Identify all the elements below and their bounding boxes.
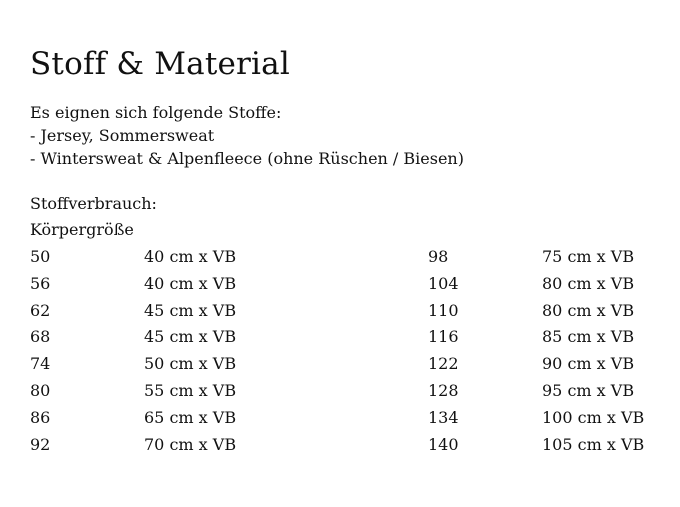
size-cell: 134 <box>428 407 459 427</box>
size-cell: 104 <box>428 273 459 293</box>
table-row <box>30 324 660 351</box>
fabric-amount-cell: 55 cm x VB <box>144 380 237 400</box>
fabric-amount-cell: 40 cm x VB <box>144 273 237 293</box>
size-cell: 140 <box>428 434 459 454</box>
fabric-usage-table <box>30 244 660 458</box>
fabric-amount-cell: 45 cm x VB <box>144 327 237 347</box>
fabric-amount-cell: 40 cm x VB <box>144 247 237 266</box>
table-row <box>30 432 660 459</box>
fabric-amount-cell: 80 cm x VB <box>542 273 635 293</box>
table-row <box>30 298 660 325</box>
spacer <box>30 170 660 192</box>
fabric-amount-cell: 85 cm x VB <box>542 327 635 347</box>
size-cell: 92 <box>30 434 51 454</box>
fabric-amount-cell: 50 cm x VB <box>144 354 237 374</box>
size-cell: 128 <box>428 380 459 400</box>
intro-line-2: - Jersey, Sommersweat <box>30 126 215 145</box>
body-size-label: Körpergröße <box>30 220 134 239</box>
table-row <box>30 405 660 432</box>
document-page <box>30 44 660 458</box>
size-cell: 116 <box>428 327 459 347</box>
fabric-amount-cell: 65 cm x VB <box>144 407 237 427</box>
table-row <box>30 244 660 271</box>
fabric-amount-cell: 105 cm x VB <box>542 434 645 454</box>
size-cell: 56 <box>30 273 51 293</box>
fabric-amount-cell: 70 cm x VB <box>144 434 237 454</box>
size-cell: 50 <box>30 247 51 266</box>
intro-line-3: - Wintersweat & Alpenfleece (ohne Rüschen / Biesen) <box>30 149 464 168</box>
fabric-amount-cell: 95 cm x VB <box>542 380 635 400</box>
table-row <box>30 271 660 298</box>
size-cell: 68 <box>30 327 51 347</box>
size-cell: 80 <box>30 380 51 400</box>
intro-text <box>30 101 660 170</box>
page-title: Stoff & Material <box>30 46 290 82</box>
size-cell: 122 <box>428 354 459 374</box>
table-row <box>30 351 660 378</box>
table-row <box>30 378 660 405</box>
size-cell: 86 <box>30 407 51 427</box>
fabric-amount-cell: 90 cm x VB <box>542 354 635 374</box>
fabric-amount-cell: 100 cm x VB <box>542 407 645 427</box>
size-cell: 98 <box>428 247 449 266</box>
size-cell: 74 <box>30 354 51 374</box>
size-cell: 110 <box>428 300 459 320</box>
fabric-amount-cell: 75 cm x VB <box>542 247 635 266</box>
size-cell: 62 <box>30 300 51 320</box>
intro-line-1: Es eignen sich folgende Stoffe: <box>30 103 282 122</box>
fabric-usage-label: Stoffverbrauch: <box>30 194 157 213</box>
fabric-amount-cell: 80 cm x VB <box>542 300 635 320</box>
fabric-amount-cell: 45 cm x VB <box>144 300 237 320</box>
